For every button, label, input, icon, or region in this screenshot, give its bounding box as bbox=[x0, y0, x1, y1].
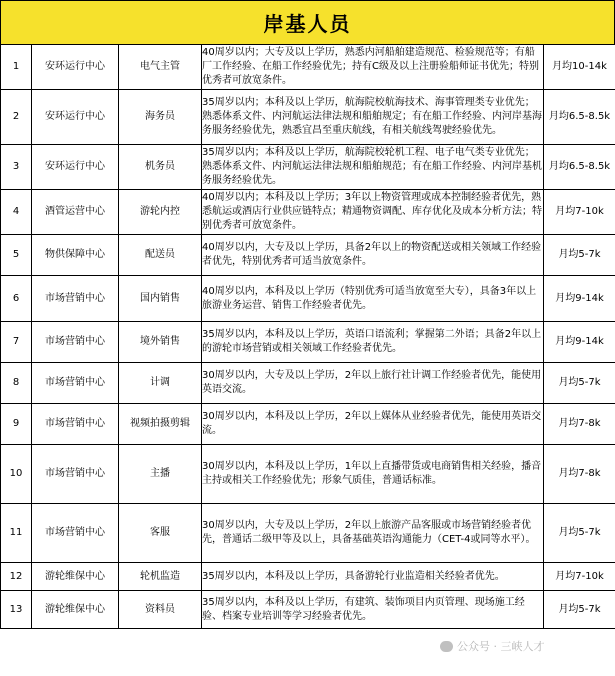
row-number: 7 bbox=[1, 322, 32, 363]
watermark-text: 公众号 · 三峡人才 bbox=[457, 640, 545, 653]
table-row bbox=[1, 591, 615, 629]
requirements-cell: 40周岁以内；本科及以上学历；3年以上物资管理或成本控制经验者优先，熟悉航运或酒店行业供应链特点；精通物资调配、库存优化及成本分析方法；特别优秀者可放宽条件。 bbox=[202, 190, 544, 235]
row-number: 9 bbox=[1, 404, 32, 445]
position-cell: 电气主管 bbox=[119, 45, 202, 90]
department-cell: 市场营销中心 bbox=[32, 504, 119, 563]
row-number: 11 bbox=[1, 504, 32, 563]
row-number: 12 bbox=[1, 563, 32, 591]
department-cell: 市场营销中心 bbox=[32, 322, 119, 363]
position-cell: 国内销售 bbox=[119, 276, 202, 322]
table-row bbox=[1, 563, 615, 591]
department-cell: 市场营销中心 bbox=[32, 363, 119, 404]
department-cell: 市场营销中心 bbox=[32, 445, 119, 504]
requirements-cell: 30周岁以内，本科及以上学历，2年以上媒体从业经验者优先，能使用英语交流。 bbox=[202, 404, 544, 445]
row-number: 1 bbox=[1, 45, 32, 90]
row-number: 5 bbox=[1, 235, 32, 276]
salary-cell: 月均7-8k bbox=[544, 445, 615, 504]
requirements-cell: 35周岁以内，本科及以上学历，具备游轮行业监造相关经验者优先。 bbox=[202, 563, 544, 591]
requirements-cell: 35周岁以内；本科及以上学历，航海院校航海技术、海事管理类专业优先；熟悉体系文件、内河航运法律法规和船舶规定；有在船工作经验、内河岸基海务服务经验优先，熟悉宜昌至重庆航线，有相关航线驾驶经验优先。 bbox=[202, 90, 544, 145]
requirements-cell: 35周岁以内；本科及以上学历，航海院校轮机工程、电子电气类专业优先；熟悉体系文件、内河航运法律法规和船舶规范；有在船工作经验、内河岸基机务服务经验优先。 bbox=[202, 145, 544, 190]
wechat-icon bbox=[440, 641, 453, 652]
job-table-body bbox=[1, 45, 615, 629]
requirements-cell: 40周岁以内，大专及以上学历，具备2年以上的物资配送或相关领域工作经验者优先，特别优秀者可适当放宽条件。 bbox=[202, 235, 544, 276]
position-cell: 配送员 bbox=[119, 235, 202, 276]
department-cell: 市场营销中心 bbox=[32, 276, 119, 322]
table-row bbox=[1, 235, 615, 276]
salary-cell: 月均9-14k bbox=[544, 322, 615, 363]
row-number: 3 bbox=[1, 145, 32, 190]
table-row bbox=[1, 404, 615, 445]
salary-cell: 月均7-10k bbox=[544, 190, 615, 235]
department-cell: 市场营销中心 bbox=[32, 404, 119, 445]
requirements-cell: 35周岁以内，本科及以上学历，有建筑、装饰项目内页管理、现场施工经验、档案专业培训等学习经验者优先。 bbox=[202, 591, 544, 629]
department-cell: 游轮维保中心 bbox=[32, 563, 119, 591]
requirements-cell: 30周岁以内，大专及以上学历，2年以上旅游产品客服或市场营销经验者优先，普通话二级甲等及以上，具备基础英语沟通能力（CET-4或同等水平）。 bbox=[202, 504, 544, 563]
table-row bbox=[1, 190, 615, 235]
page-title: 岸基人员 bbox=[263, 12, 352, 36]
row-number: 8 bbox=[1, 363, 32, 404]
department-cell: 安环运行中心 bbox=[32, 90, 119, 145]
position-cell: 计调 bbox=[119, 363, 202, 404]
job-table bbox=[0, 44, 615, 629]
requirements-cell: 40周岁以内；大专及以上学历，熟悉内河船舶建造规范、检验规范等；有船厂工作经验、在船工作经验优先；持有C级及以上注册验船师证书优先；特别优秀者可放宽条件。 bbox=[202, 45, 544, 90]
table-row bbox=[1, 363, 615, 404]
table-row bbox=[1, 504, 615, 563]
table-row bbox=[1, 276, 615, 322]
table-row bbox=[1, 322, 615, 363]
position-cell: 视频拍摄剪辑 bbox=[119, 404, 202, 445]
position-cell: 境外销售 bbox=[119, 322, 202, 363]
title-bar bbox=[0, 0, 615, 45]
position-cell: 机务员 bbox=[119, 145, 202, 190]
position-cell: 资料员 bbox=[119, 591, 202, 629]
department-cell: 安环运行中心 bbox=[32, 145, 119, 190]
salary-cell: 月均6.5-8.5k bbox=[544, 145, 615, 190]
position-cell: 游轮内控 bbox=[119, 190, 202, 235]
table-row bbox=[1, 45, 615, 90]
salary-cell: 月均5-7k bbox=[544, 235, 615, 276]
row-number: 2 bbox=[1, 90, 32, 145]
salary-cell: 月均7-8k bbox=[544, 404, 615, 445]
row-number: 10 bbox=[1, 445, 32, 504]
position-cell: 海务员 bbox=[119, 90, 202, 145]
department-cell: 物供保障中心 bbox=[32, 235, 119, 276]
requirements-cell: 30周岁以内，本科及以上学历，1年以上直播带货或电商销售相关经验，播音主持或相关工作经验优先；形象气质佳，普通话标准。 bbox=[202, 445, 544, 504]
salary-cell: 月均5-7k bbox=[544, 591, 615, 629]
salary-cell: 月均5-7k bbox=[544, 363, 615, 404]
department-cell: 安环运行中心 bbox=[32, 45, 119, 90]
row-number: 6 bbox=[1, 276, 32, 322]
salary-cell: 月均10-14k bbox=[544, 45, 615, 90]
position-cell: 轮机监造 bbox=[119, 563, 202, 591]
table-row bbox=[1, 90, 615, 145]
requirements-cell: 40周岁以内，本科及以上学历（特别优秀可适当放宽至大专），具备3年以上旅游业务运营、销售工作经验者优先。 bbox=[202, 276, 544, 322]
department-cell: 酒管运营中心 bbox=[32, 190, 119, 235]
position-cell: 主播 bbox=[119, 445, 202, 504]
table-row bbox=[1, 445, 615, 504]
table-row bbox=[1, 145, 615, 190]
row-number: 4 bbox=[1, 190, 32, 235]
salary-cell: 月均7-10k bbox=[544, 563, 615, 591]
watermark bbox=[440, 638, 545, 654]
row-number: 13 bbox=[1, 591, 32, 629]
department-cell: 游轮维保中心 bbox=[32, 591, 119, 629]
salary-cell: 月均5-7k bbox=[544, 504, 615, 563]
salary-cell: 月均9-14k bbox=[544, 276, 615, 322]
salary-cell: 月均6.5-8.5k bbox=[544, 90, 615, 145]
position-cell: 客服 bbox=[119, 504, 202, 563]
requirements-cell: 35周岁以内，本科及以上学历，英语口语流利；掌握第二外语；具备2年以上的游轮市场营销或相关领域工作经验者优先。 bbox=[202, 322, 544, 363]
requirements-cell: 30周岁以内，大专及以上学历，2年以上旅行社计调工作经验者优先，能使用英语交流。 bbox=[202, 363, 544, 404]
